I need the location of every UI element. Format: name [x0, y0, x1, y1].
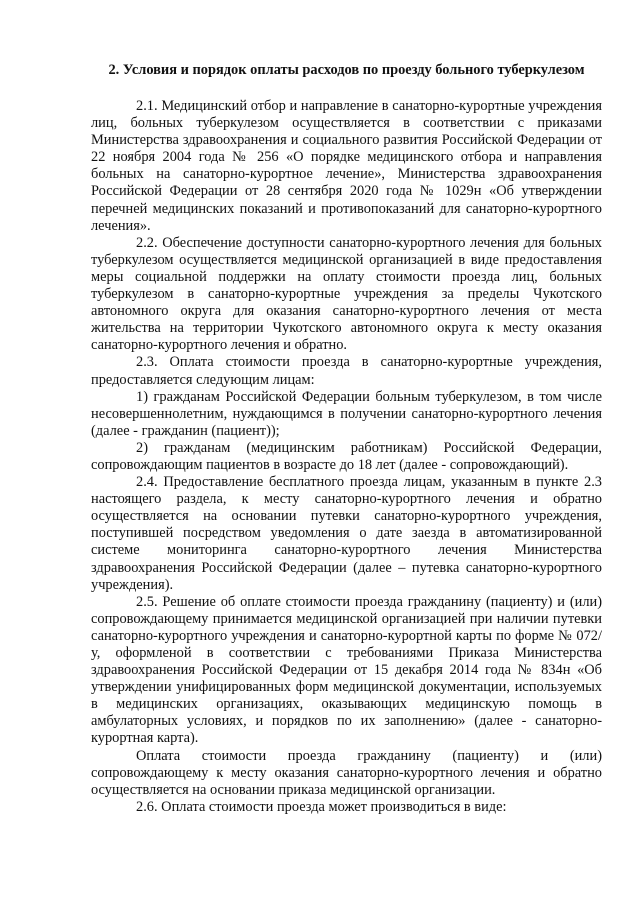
list-item-2: 2) гражданам (медицинским работникам) Российской Федерации, сопровождающим пациентов в возрасте до 18 лет (далее - сопровождающий).: [91, 439, 602, 473]
list-item-1: 1) гражданам Российской Федерации больным туберкулезом, в том числе несовершеннолетним, нуждающимся в получении санаторно-курортного лечения (далее - гражданин (пациент));: [91, 388, 602, 439]
paragraph-payment-basis: Оплата стоимости проезда гражданину (пациенту) и (или) сопровождающему к месту оказания санаторно-курортного лечения и обратно осуществляется на основании приказа медицинской организации.: [91, 747, 602, 798]
section-heading: 2. Условия и порядок оплаты расходов по проезду больного туберкулезом: [108, 62, 585, 78]
paragraph-2-5: 2.5. Решение об оплате стоимости проезда гражданину (пациенту) и (или) сопровождающему принимается медицинской организацией при наличии путевки санаторно-курортного учреждения и санаторно-курортной карты по форме № 072/у, оформленой в соответствии с требованиями Приказа Министерства здравоохранения Российской Федерации от 15 декабря 2014 года № 834н «Об утверждении унифицированных форм медицинской документации, используемых в медицинских организациях, оказывающих медицинскую помощь в амбулаторных условиях, и порядков по их заполнению» (далее - санаторно-курортная карта).: [91, 593, 602, 747]
document-body: [91, 61, 602, 816]
paragraph-2-1: 2.1. Медицинский отбор и направление в санаторно-курортные учреждения лиц, больных туберкулезом осуществляется в соответствии с приказами Министерства здравоохранения и социального развития Российской Федерации от 22 ноября 2004 года № 256 «О порядке медицинского отбора и направления больных на санаторно-курортное лечение», Министерства здравоохранения Российской Федерации от 28 сентября 2020 года № 1029н «Об утверждении перечней медицинских показаний и противопоказаний для санаторно-курортного лечения».: [91, 98, 602, 234]
paragraph-2-2: 2.2. Обеспечение доступности санаторно-курортного лечения для больных туберкулезом осуществляется медицинской организацией в виде предоставления меры социальной поддержки на оплату стоимости проезда лиц, больных туберкулезом в санаторно-курортные учреждения за пределы Чукотского автономного округа для оказания санаторно-курортного лечения от места жительства на территории Чукотского автономного округа к месту оказания санаторно-курортного лечения и обратно.: [91, 234, 602, 354]
paragraph-2-4: 2.4. Предоставление бесплатного проезда лицам, указанным в пункте 2.3 настоящего раздела, к месту санаторно-курортного лечения и обратно осуществляется на основании путевки санаторно-курортного учреждения, поступившей посредством уведомления о дате заезда в автоматизированной системе мониторинга санаторно-курортного лечения Министерства здравоохранения Российской Федерации (далее – путевка санаторно-курортного учреждения).: [91, 474, 602, 593]
paragraph-2-6: 2.6. Оплата стоимости проезда может производиться в виде:: [136, 798, 507, 815]
paragraph-2-3: 2.3. Оплата стоимости проезда в санаторно-курортные учреждения, предоставляется следующим лицам:: [91, 354, 602, 388]
